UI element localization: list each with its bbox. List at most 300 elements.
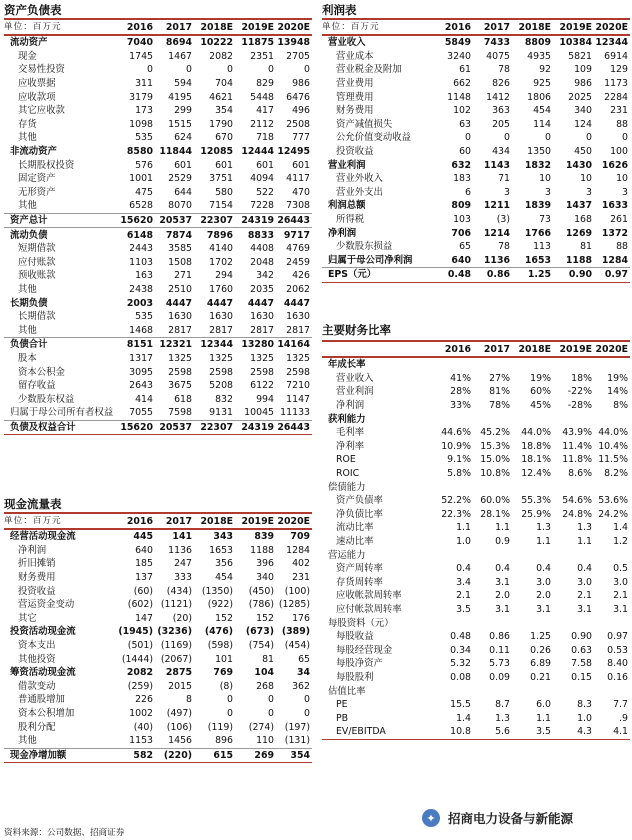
cell-value: 5.32: [450, 658, 471, 670]
cell-value: 7598: [168, 407, 192, 419]
cell-value: 60: [459, 146, 471, 158]
table-row: [4, 77, 312, 91]
cell-value: 4447: [283, 297, 310, 309]
row-label: 长期负债: [10, 297, 48, 309]
row-label: 获利能力: [328, 413, 366, 425]
table-row: [4, 256, 312, 270]
row-label: 少数股东损益: [336, 241, 393, 253]
cell-value: 340: [256, 572, 274, 584]
table-row: [322, 131, 630, 145]
cell-value: 1136: [483, 254, 510, 266]
cell-value: 1350: [527, 146, 551, 158]
cell-value: 231: [292, 572, 310, 584]
cell-value: 11875: [241, 37, 274, 49]
table-row: [322, 145, 630, 159]
cell-value: (274): [248, 721, 274, 733]
row-label: 净利润: [328, 227, 357, 239]
cell-value: 0: [304, 694, 310, 706]
cell-value: 0.21: [530, 671, 551, 683]
cell-value: 5821: [568, 50, 592, 62]
table-row: [4, 269, 312, 283]
cell-value: 5208: [209, 380, 233, 392]
row-label: 应收票据: [18, 78, 56, 90]
cell-value: 1269: [565, 227, 592, 239]
cell-value: 0: [186, 64, 192, 76]
cell-value: 0: [622, 132, 628, 144]
cell-value: 496: [292, 105, 310, 117]
cell-value: 0.09: [489, 671, 510, 683]
cell-value: [434, 412, 473, 426]
cell-value: 268: [256, 680, 274, 692]
cell-value: 101: [215, 653, 233, 665]
table-row: [322, 63, 630, 77]
cell-value: 333: [174, 572, 192, 584]
table-row: [4, 338, 312, 352]
cell-value: 986: [292, 78, 310, 90]
cell-value: 0.16: [607, 671, 628, 683]
cell-value: 1.3: [536, 522, 551, 534]
cell-value: 1745: [129, 50, 153, 62]
cell-value: 9.1%: [447, 454, 471, 466]
cell-value: 88: [616, 241, 628, 253]
cell-value: 601: [256, 159, 274, 171]
unit-label: [322, 341, 434, 357]
table-row: [322, 616, 630, 630]
cell-value: 3.0: [577, 576, 592, 588]
cell-value: 0.4: [495, 563, 510, 575]
cell-value: 363: [492, 105, 510, 117]
cell-value: [553, 412, 594, 426]
row-label: 营业利润: [336, 386, 374, 398]
cell-value: 10384: [559, 37, 592, 49]
cell-value: 1.1: [495, 522, 510, 534]
wechat-icon: ✦: [422, 809, 440, 827]
cell-value: 6476: [286, 91, 310, 103]
cell-value: 4140: [209, 243, 233, 255]
cell-value: [594, 412, 630, 426]
cell-value: 986: [574, 78, 592, 90]
cell-value: 271: [174, 270, 192, 282]
row-label: ROE: [336, 454, 356, 466]
cell-value: [512, 412, 553, 426]
cell-value: 2062: [286, 283, 310, 295]
cell-value: 4.3: [577, 726, 592, 738]
table-row: [322, 440, 630, 454]
cell-value: 1284: [601, 254, 628, 266]
cell-value: 13948: [277, 37, 310, 49]
cell-value: (501): [127, 640, 153, 652]
cell-value: 3585: [168, 243, 192, 255]
cell-value: 176: [292, 612, 310, 624]
cell-value: 8694: [165, 37, 192, 49]
cell-value: 4117: [286, 173, 310, 185]
table-row: [322, 576, 630, 590]
income-panel: [322, 2, 630, 283]
row-label: 营业税金及附加: [336, 64, 402, 76]
cell-value: 0: [504, 132, 510, 144]
cell-value: (598): [207, 640, 233, 652]
cell-value: 7433: [483, 37, 510, 49]
cell-value: 0.86: [489, 631, 510, 643]
cell-value: 43.9%: [562, 427, 592, 439]
cell-value: 15620: [116, 420, 155, 435]
row-label: ROIC: [336, 468, 360, 480]
cell-value: 829: [256, 78, 274, 90]
cell-value: 0.15: [571, 671, 592, 683]
cell-value: (602): [127, 599, 153, 611]
table-row: [4, 50, 312, 64]
year-header: 2018E: [512, 19, 553, 35]
cell-value: 18%: [571, 372, 592, 384]
cell-value: 0.5: [613, 563, 628, 575]
cell-value: 114: [533, 118, 551, 130]
year-header: 2018E: [194, 513, 235, 529]
cell-value: [434, 616, 473, 630]
cell-value: 231: [610, 105, 628, 117]
cell-value: 8.2%: [604, 468, 628, 480]
cell-value: 2351: [250, 50, 274, 62]
row-label: 营业成本: [336, 50, 374, 62]
row-label: 营业外收入: [336, 173, 383, 185]
cell-value: 434: [492, 146, 510, 158]
cell-value: 1630: [168, 311, 192, 323]
table-row: [4, 323, 312, 337]
cell-value: 52.2%: [441, 495, 471, 507]
cell-value: 709: [290, 531, 310, 543]
row-label: 每股资料（元）: [328, 617, 394, 629]
cell-value: 3.0: [613, 576, 628, 588]
cell-value: 269: [235, 748, 276, 763]
cell-value: 3.1: [577, 603, 592, 615]
table-row: [4, 748, 312, 763]
cell-value: 2035: [250, 283, 274, 295]
table-row: [4, 213, 312, 228]
cell-value: 24.8%: [562, 508, 592, 520]
cell-value: 4.1: [613, 726, 628, 738]
cell-value: 1284: [286, 544, 310, 556]
cell-value: 1153: [129, 735, 153, 747]
cell-value: (673): [245, 626, 274, 638]
cell-value: 4621: [209, 91, 233, 103]
table-row: [322, 508, 630, 522]
cell-value: 13280: [235, 338, 276, 352]
row-label: 长期借款: [18, 311, 56, 323]
row-label: 流动负债: [4, 228, 116, 242]
cell-value: 1832: [524, 159, 551, 171]
row-label: 筹资活动现金流: [10, 667, 76, 679]
cell-value: 11133: [280, 407, 310, 419]
row-label: 固定资产: [18, 173, 56, 185]
row-label: 归属于母公司净利润: [328, 254, 413, 266]
cell-value: 2529: [168, 173, 192, 185]
cell-value: 8.6%: [568, 468, 592, 480]
cell-value: 102: [453, 105, 471, 117]
row-label: 财务费用: [18, 572, 56, 584]
cell-value: 2015: [168, 680, 192, 692]
cell-value: 1515: [168, 118, 192, 130]
row-label: 每股股利: [336, 671, 374, 683]
cell-value: 576: [135, 159, 153, 171]
cell-value: 14164: [277, 339, 310, 351]
cell-value: 2817: [168, 324, 192, 336]
cell-value: 124: [574, 118, 592, 130]
table-row: [322, 589, 630, 603]
row-label: 所得税: [336, 214, 365, 226]
cell-value: 417: [256, 105, 274, 117]
cell-value: 706: [451, 227, 471, 239]
cell-value: 24319: [235, 420, 276, 435]
cell-value: 5448: [250, 91, 274, 103]
cell-value: 41%: [450, 372, 471, 384]
cell-value: 27%: [489, 372, 510, 384]
cashflow-panel: [4, 496, 312, 763]
cell-value: 1467: [168, 50, 192, 62]
row-label: 流动资产: [10, 37, 48, 49]
cell-value: 168: [574, 214, 592, 226]
cell-value: [473, 548, 512, 562]
row-label: 每股净资产: [336, 658, 383, 670]
row-label: 营业利润: [328, 159, 366, 171]
row-label: 公允价值变动收益: [336, 132, 412, 144]
cell-value: 9717: [276, 228, 312, 242]
cell-value: 5.8%: [447, 468, 471, 480]
cell-value: 12344: [595, 37, 628, 49]
cell-value: 535: [135, 311, 153, 323]
cell-value: (197): [284, 721, 310, 733]
row-label: 折旧摊销: [18, 558, 56, 570]
cell-value: 129: [610, 64, 628, 76]
cell-value: 1.0: [456, 536, 471, 548]
cell-value: [553, 548, 594, 562]
cell-value: (1444): [121, 653, 153, 665]
table-row: [4, 118, 312, 132]
cell-value: 1002: [129, 708, 153, 720]
cell-value: 1325: [286, 352, 310, 364]
cell-value: 71: [498, 173, 510, 185]
row-label: 净利率: [336, 440, 365, 452]
row-label: 利润总额: [328, 200, 366, 212]
cell-value: 65: [298, 653, 310, 665]
cell-value: 1001: [129, 173, 153, 185]
cell-value: 7228: [250, 200, 274, 212]
cell-value: 3.1: [536, 603, 551, 615]
cell-value: 10: [616, 173, 628, 185]
table-header: [4, 19, 312, 35]
cell-value: 8.7: [495, 699, 510, 711]
cell-value: 1317: [129, 352, 153, 364]
cell-value: 2.0: [495, 590, 510, 602]
year-header: 2016: [434, 341, 473, 357]
cell-value: 3: [586, 186, 592, 198]
cell-value: 5.6: [495, 726, 510, 738]
cell-value: 10: [580, 173, 592, 185]
row-label: 投资活动现金流: [10, 626, 76, 638]
cell-value: 396: [256, 558, 274, 570]
cell-value: 470: [292, 186, 310, 198]
cashflow-title: 现金流量表: [4, 497, 62, 511]
cell-value: [473, 684, 512, 698]
row-label: 普通股增加: [18, 694, 65, 706]
row-label: 营业外支出: [336, 186, 383, 198]
row-label: 负债合计: [4, 338, 116, 352]
year-header: 2016: [116, 19, 155, 35]
cell-value: 644: [174, 186, 192, 198]
row-label: 资本公积增加: [18, 708, 75, 720]
ratios-title: 主要财务比率: [322, 323, 391, 337]
cell-value: 11.8%: [562, 454, 592, 466]
cell-value: 4447: [206, 297, 233, 309]
cell-value: 3: [504, 186, 510, 198]
cell-value: 1188: [565, 254, 592, 266]
cell-value: 8: [186, 694, 192, 706]
cell-value: 0: [268, 708, 274, 720]
cell-value: 7874: [155, 228, 194, 242]
cell-value: 0.90: [553, 268, 594, 283]
cell-value: 1325: [209, 352, 233, 364]
row-label: 负债及权益合计: [4, 420, 116, 435]
table-row: [322, 521, 630, 535]
cell-value: 3.4: [456, 576, 471, 588]
cell-value: 340: [574, 105, 592, 117]
cell-value: [473, 357, 512, 372]
cell-value: 454: [533, 105, 551, 117]
row-label: 应付帐款周转率: [336, 603, 402, 615]
table-row: [4, 544, 312, 558]
cell-value: 11.5%: [598, 454, 628, 466]
cell-value: 1702: [209, 256, 233, 268]
year-header: 2017: [473, 341, 512, 357]
cell-value: 3240: [447, 50, 471, 62]
row-label: 其他: [18, 283, 37, 295]
cell-value: 12344: [194, 338, 235, 352]
table-row: [4, 365, 312, 379]
cell-value: 0.26: [530, 644, 551, 656]
cell-value: 1.3: [495, 712, 510, 724]
row-label: 借款变动: [18, 680, 56, 692]
table-row: [322, 385, 630, 399]
cell-value: 0.90: [571, 631, 592, 643]
cell-value: (3): [496, 214, 510, 226]
table-row: [4, 296, 312, 310]
row-label: 财务费用: [336, 105, 374, 117]
cell-value: 1.0: [577, 712, 592, 724]
income-table: [322, 18, 630, 283]
year-header: 2017: [473, 19, 512, 35]
cell-value: (1169): [160, 640, 192, 652]
cell-value: (476): [204, 626, 233, 638]
cell-value: 137: [135, 572, 153, 584]
table-row: [322, 186, 630, 200]
row-label: 每股经营现金: [336, 644, 393, 656]
cell-value: 1.1: [536, 536, 551, 548]
brand-name: 招商电力设备与新能源: [448, 811, 574, 826]
cell-value: 3.1: [613, 603, 628, 615]
cell-value: 0: [268, 64, 274, 76]
cell-value: 8833: [235, 228, 276, 242]
cell-value: 11.4%: [562, 440, 592, 452]
row-label: 非流动资产: [10, 146, 57, 158]
cell-value: 0.48: [450, 631, 471, 643]
cell-value: 1325: [168, 352, 192, 364]
cell-value: 0.08: [450, 671, 471, 683]
cell-value: 1.4: [613, 522, 628, 534]
row-label: EPS（元）: [322, 268, 434, 283]
row-label: 其他: [18, 324, 37, 336]
cell-value: 2.1: [613, 590, 628, 602]
cell-value: 704: [215, 78, 233, 90]
cell-value: 10222: [200, 37, 233, 49]
cell-value: 0: [545, 132, 551, 144]
cell-value: 1630: [286, 311, 310, 323]
row-label: 投资收益: [336, 146, 374, 158]
cell-value: 22307: [194, 420, 235, 435]
year-header: 2019E: [553, 341, 594, 357]
row-label: 投资收益: [18, 585, 56, 597]
cell-value: 0: [227, 694, 233, 706]
year-header: 2020E: [594, 19, 630, 35]
table-row: [322, 453, 630, 467]
table-row: [322, 357, 630, 372]
row-label: 应收帐款周转率: [336, 590, 402, 602]
row-label: 应付账款: [18, 256, 56, 268]
row-label: 管理费用: [336, 91, 374, 103]
cell-value: 104: [254, 667, 274, 679]
cell-value: [594, 684, 630, 698]
cell-value: 1214: [483, 227, 510, 239]
cell-value: 632: [451, 159, 471, 171]
ratios-panel: [322, 322, 630, 740]
row-label: EV/EBITDA: [336, 726, 386, 738]
cell-value: 54.6%: [562, 495, 592, 507]
cell-value: 1790: [209, 118, 233, 130]
row-label: 预收账款: [18, 270, 56, 282]
cell-value: 1653: [209, 544, 233, 556]
cell-value: 141: [172, 531, 192, 543]
cell-value: 185: [135, 558, 153, 570]
ratios-table: [322, 340, 630, 740]
cell-value: 580: [215, 186, 233, 198]
cell-value: 582: [116, 748, 155, 763]
cell-value: 24.2%: [598, 508, 628, 520]
cell-value: 0.63: [571, 644, 592, 656]
table-row: [4, 529, 312, 544]
cell-value: 4769: [286, 243, 310, 255]
cell-value: 109: [574, 64, 592, 76]
row-label: 其他: [18, 200, 37, 212]
cell-value: 1508: [168, 256, 192, 268]
cell-value: 3675: [168, 380, 192, 392]
table-row: [4, 420, 312, 435]
cell-value: 1468: [129, 324, 153, 336]
cell-value: 10045: [244, 407, 274, 419]
row-label: 现金: [18, 50, 37, 62]
cell-value: [512, 548, 553, 562]
cell-value: 294: [215, 270, 233, 282]
cell-value: 8%: [613, 400, 628, 412]
table-row: [4, 625, 312, 639]
cell-value: 624: [174, 132, 192, 144]
cell-value: (454): [284, 640, 310, 652]
cell-value: 362: [292, 680, 310, 692]
cell-value: 1633: [601, 200, 628, 212]
cell-value: 0.48: [434, 268, 473, 283]
cell-value: (106): [166, 721, 192, 733]
cell-value: 0.86: [473, 268, 512, 283]
table-row: [322, 467, 630, 481]
cell-value: 8.3: [577, 699, 592, 711]
table-row: [322, 268, 630, 283]
table-row: [4, 199, 312, 213]
